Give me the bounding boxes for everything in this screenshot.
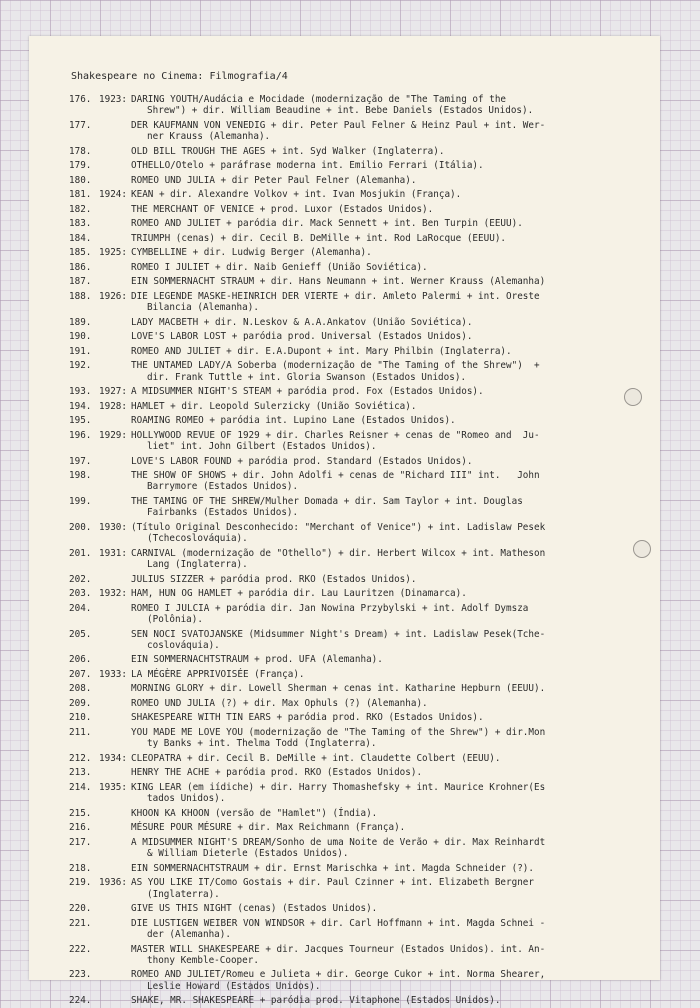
entry-year: 1929: bbox=[99, 429, 127, 441]
entry-number bbox=[69, 533, 99, 544]
entry-text: LADY MACBETH + dir. N.Leskov & A.A.Ankatov (União Soviética). bbox=[131, 316, 473, 328]
entry-text: MORNING GLORY + dir. Lowell Sherman + cenas int. Katharine Hepburn (EEUU). bbox=[131, 683, 546, 695]
entry-text: (Polônia). bbox=[147, 614, 203, 626]
entry-year bbox=[99, 995, 131, 1006]
entry-year bbox=[99, 441, 131, 452]
entry-text: ty Banks + int. Thelma Todd (Inglaterra). bbox=[147, 738, 377, 750]
entry-year: 1932: bbox=[99, 588, 127, 600]
punch-hole-mark bbox=[633, 540, 651, 558]
entry-text: Fairbanks (Estados Unidos). bbox=[147, 507, 299, 519]
entry-number: 211. bbox=[69, 726, 92, 738]
entry-number bbox=[69, 105, 99, 116]
entry-text: JULIUS SIZZER + paródia prod. RKO (Estados Unidos). bbox=[131, 573, 417, 585]
entry-year bbox=[99, 574, 131, 585]
entry-year bbox=[99, 415, 131, 426]
entry-text: THE TAMING OF THE SHREW/Mulher Domada + dir. Sam Taylor + int. Douglas bbox=[131, 495, 523, 507]
entry-year: 1936: bbox=[99, 877, 127, 889]
entry-number: 200. bbox=[69, 521, 92, 533]
entry-year: 1924: bbox=[99, 189, 127, 201]
list-item bbox=[69, 782, 639, 793]
list-item bbox=[69, 430, 639, 441]
entry-text: DIE LUSTIGEN WEIBER VON WINDSOR + dir. Carl Hoffmann + int. Magda Schnei - bbox=[131, 917, 546, 929]
entry-text: ROMEO AND JULIET + dir. E.A.Dupont + int. Mary Philbin (Inglaterra). bbox=[131, 345, 512, 357]
entry-year bbox=[99, 712, 131, 723]
entry-number: 221. bbox=[69, 917, 92, 929]
entry-year bbox=[99, 848, 131, 859]
entry-year bbox=[99, 360, 131, 371]
entry-year bbox=[99, 120, 131, 131]
list-item-continuation bbox=[69, 614, 639, 625]
entry-number bbox=[69, 848, 99, 859]
entry-number: 189. bbox=[69, 316, 92, 328]
list-item-continuation bbox=[69, 848, 639, 859]
entry-number bbox=[69, 889, 99, 900]
list-item bbox=[69, 204, 639, 215]
entry-year bbox=[99, 302, 131, 313]
entry-text: KEAN + dir. Alexandre Volkov + int. Ivan Mosjukin (França). bbox=[131, 189, 462, 201]
entry-number: 217. bbox=[69, 836, 92, 848]
entry-number: 216. bbox=[69, 822, 92, 834]
list-item bbox=[69, 727, 639, 738]
entry-year: 1930: bbox=[99, 521, 127, 533]
list-item bbox=[69, 218, 639, 229]
entry-text: GIVE US THIS NIGHT (cenas) (Estados Unidos). bbox=[131, 903, 378, 915]
entry-number: 179. bbox=[69, 160, 92, 172]
list-item bbox=[69, 233, 639, 244]
entry-year bbox=[99, 533, 131, 544]
list-item bbox=[69, 683, 639, 694]
entry-text: DARING YOUTH/Audácia e Mocidade (modernização de "The Taming of the bbox=[131, 94, 507, 105]
entry-text: ROMEO UND JULIA (?) + dir. Max Ophuls (?) (Alemanha). bbox=[131, 697, 428, 709]
entry-year bbox=[99, 969, 131, 980]
entry-number: 178. bbox=[69, 145, 92, 157]
list-item-continuation bbox=[69, 302, 639, 313]
entry-text: EIN SOMMERNACHTSTRAUM + dir. Ernst Marischka + int. Magda Schneider (?). bbox=[131, 862, 534, 874]
list-item bbox=[69, 522, 639, 533]
entry-number: 187. bbox=[69, 276, 92, 288]
entry-number: 208. bbox=[69, 683, 92, 695]
entry-text: Shrew") + dir. William Beaudine + int. Bebe Daniels (Estados Unidos). bbox=[147, 105, 534, 117]
entry-text: CARNIVAL (modernização de "Othello") + dir. Herbert Wilcox + int. Matheson bbox=[131, 547, 546, 559]
entry-number: 184. bbox=[69, 232, 92, 244]
entry-number bbox=[69, 441, 99, 452]
entry-number: 214. bbox=[69, 781, 92, 793]
entry-text: Lang (Inglaterra). bbox=[147, 559, 248, 571]
entry-text: ROMEO AND JULIET/Romeu e Julieta + dir. George Cukor + int. Norma Shearer, bbox=[131, 969, 546, 981]
list-item-continuation bbox=[69, 981, 639, 992]
entry-year: 1925: bbox=[99, 247, 127, 259]
entry-number bbox=[69, 738, 99, 749]
entry-number bbox=[69, 929, 99, 940]
entry-number: 199. bbox=[69, 495, 92, 507]
entry-number bbox=[69, 372, 99, 383]
entry-text: OLD BILL TROUGH THE AGES + int. Syd Walker (Inglaterra). bbox=[131, 145, 445, 157]
entry-year bbox=[99, 889, 131, 900]
entry-year bbox=[99, 160, 131, 171]
list-item bbox=[69, 588, 639, 599]
entry-year bbox=[99, 929, 131, 940]
entry-number: 181. bbox=[69, 189, 92, 201]
entry-text: ROMEO AND JULIET + paródia dir. Mack Sennett + int. Ben Turpin (EEUU). bbox=[131, 218, 523, 230]
entry-year bbox=[99, 767, 131, 778]
entry-year: 1931: bbox=[99, 547, 127, 559]
entry-text: KING LEAR (em iídiche) + dir. Harry Thomashefsky + int. Maurice Krohner(Es bbox=[131, 781, 546, 793]
entry-year: 1935: bbox=[99, 781, 127, 793]
entry-year bbox=[99, 629, 131, 640]
entry-text: tados Unidos). bbox=[147, 793, 226, 805]
entry-number: 206. bbox=[69, 654, 92, 666]
entry-year bbox=[99, 559, 131, 570]
entry-text: DIE LEGENDE MASKE-HEINRICH DER VIERTE + dir. Amleto Palermi + int. Oreste bbox=[131, 290, 540, 302]
entry-year bbox=[99, 863, 131, 874]
entry-text: thony Kemble-Cooper. bbox=[147, 954, 259, 966]
list-item bbox=[69, 189, 639, 200]
entry-text: HENRY THE ACHE + paródia prod. RKO (Estados Unidos). bbox=[131, 767, 423, 779]
list-item-continuation bbox=[69, 955, 639, 966]
list-item bbox=[69, 995, 639, 1006]
entry-number bbox=[69, 981, 99, 992]
entry-text: ROMEO UND JULIA + dir Peter Paul Felner (Alemanha). bbox=[131, 174, 417, 186]
list-item bbox=[69, 603, 639, 614]
entry-text: KHOON KA KHOON (versão de "Hamlet") (Índia). bbox=[131, 807, 378, 819]
list-item bbox=[69, 386, 639, 397]
entry-number: 180. bbox=[69, 174, 92, 186]
entry-text: CYMBELLINE + dir. Ludwig Berger (Alemanha). bbox=[131, 247, 372, 259]
entry-year bbox=[99, 262, 131, 273]
entry-text: AS YOU LIKE IT/Como Gostais + dir. Paul Czinner + int. Elizabeth Bergner bbox=[131, 877, 534, 889]
entry-year bbox=[99, 944, 131, 955]
entry-number: 210. bbox=[69, 712, 92, 724]
entry-number: 197. bbox=[69, 455, 92, 467]
entry-year bbox=[99, 317, 131, 328]
entry-number: 194. bbox=[69, 400, 92, 412]
list-item bbox=[69, 415, 639, 426]
entry-text: Bilancia (Alemanha). bbox=[147, 302, 259, 314]
entry-number: 209. bbox=[69, 697, 92, 709]
entry-number: 224. bbox=[69, 995, 92, 1007]
entry-text: A MIDSUMMER NIGHT'S DREAM/Sonho de uma Noite de Verão + dir. Max Reinhardt bbox=[131, 836, 546, 848]
list-item bbox=[69, 346, 639, 357]
entry-text: MASTER WILL SHAKESPEARE + dir. Jacques Tourneur (Estados Unidos). int. An- bbox=[131, 943, 546, 955]
entry-year bbox=[99, 822, 131, 833]
list-item bbox=[69, 574, 639, 585]
list-item-continuation bbox=[69, 559, 639, 570]
entry-text: A MIDSUMMER NIGHT'S STEAM + paródia prod. Fox (Estados Unidos). bbox=[131, 386, 484, 398]
entry-year bbox=[99, 640, 131, 651]
entry-text: THE SHOW OF SHOWS + dir. John Adolfi + cenas de "Richard III" int. John bbox=[131, 470, 540, 482]
list-item bbox=[69, 331, 639, 342]
list-item-continuation bbox=[69, 889, 639, 900]
entry-text: EIN SOMMERNACHT STRAUM + dir. Hans Neumann + int. Werner Krauss (Alemanha) bbox=[131, 276, 546, 288]
entry-number bbox=[69, 559, 99, 570]
list-item bbox=[69, 247, 639, 258]
entry-number: 192. bbox=[69, 360, 92, 372]
entry-year bbox=[99, 808, 131, 819]
entry-number: 218. bbox=[69, 862, 92, 874]
list-item-continuation bbox=[69, 738, 639, 749]
entry-year bbox=[99, 683, 131, 694]
typewritten-sheet bbox=[29, 36, 660, 1007]
entry-text: der (Alemanha). bbox=[147, 929, 231, 940]
entry-number: 203. bbox=[69, 588, 92, 600]
entry-text: YOU MADE ME LOVE YOU (modernização de "The Taming of the Shrew") + dir.Mon bbox=[131, 726, 546, 738]
entry-number: 186. bbox=[69, 261, 92, 273]
entry-number: 177. bbox=[69, 119, 92, 131]
list-item bbox=[69, 94, 639, 105]
list-item bbox=[69, 456, 639, 467]
list-item bbox=[69, 669, 639, 680]
list-item bbox=[69, 877, 639, 888]
list-item-continuation bbox=[69, 793, 639, 804]
entry-text: MÉSURE POUR MÉSURE + dir. Max Reichmann (França). bbox=[131, 822, 406, 834]
entry-year bbox=[99, 470, 131, 481]
list-item bbox=[69, 317, 639, 328]
entry-number: 207. bbox=[69, 668, 92, 680]
entry-number bbox=[69, 640, 99, 651]
entry-text: SHAKE, MR. SHAKESPEARE + paródia prod. Vitaphone (Estados Unidos). bbox=[131, 995, 501, 1007]
entry-text: CLEOPATRA + dir. Cecil B. DeMille + int. Claudette Colbert (EEUU). bbox=[131, 752, 501, 764]
entry-year bbox=[99, 793, 131, 804]
list-item-continuation bbox=[69, 481, 639, 492]
entry-text: ner Krauss (Alemanha). bbox=[147, 131, 271, 143]
entry-text: TRIUMPH (cenas) + dir. Cecil B. DeMille + int. Rod LaRocque (EEUU). bbox=[131, 232, 507, 244]
entry-number: 204. bbox=[69, 602, 92, 614]
entry-text: Leslie Howard (Estados Unidos). bbox=[147, 980, 321, 992]
list-item bbox=[69, 918, 639, 929]
page-title: Shakespeare no Cinema: Filmografia/4 bbox=[71, 71, 288, 82]
entry-number bbox=[69, 131, 99, 142]
entry-year bbox=[99, 698, 131, 709]
entry-number: 198. bbox=[69, 470, 92, 482]
list-item bbox=[69, 654, 639, 665]
entry-number: 185. bbox=[69, 247, 92, 259]
list-item bbox=[69, 629, 639, 640]
entry-year bbox=[99, 903, 131, 914]
entry-text: (Tchecoslováquia). bbox=[147, 533, 248, 545]
entry-number bbox=[69, 507, 99, 518]
entry-year bbox=[99, 837, 131, 848]
entry-year: 1933: bbox=[99, 668, 127, 680]
entry-year bbox=[99, 204, 131, 215]
entry-year bbox=[99, 218, 131, 229]
list-item bbox=[69, 401, 639, 412]
entry-number: 222. bbox=[69, 943, 92, 955]
entry-year bbox=[99, 603, 131, 614]
list-item bbox=[69, 175, 639, 186]
entry-number bbox=[69, 302, 99, 313]
entry-number bbox=[69, 793, 99, 804]
entry-number: 193. bbox=[69, 386, 92, 398]
entry-number: 213. bbox=[69, 767, 92, 779]
entry-number: 190. bbox=[69, 331, 92, 343]
entry-year bbox=[99, 955, 131, 966]
list-item-continuation bbox=[69, 640, 639, 651]
list-item-continuation bbox=[69, 441, 639, 452]
list-item bbox=[69, 944, 639, 955]
entry-year bbox=[99, 146, 131, 157]
entry-year bbox=[99, 981, 131, 992]
list-item-continuation bbox=[69, 131, 639, 142]
list-item bbox=[69, 969, 639, 980]
entry-number: 223. bbox=[69, 969, 92, 981]
entry-number: 205. bbox=[69, 628, 92, 640]
punch-hole-mark bbox=[624, 388, 642, 406]
entry-year bbox=[99, 918, 131, 929]
entry-text: coslováquia). bbox=[147, 639, 220, 651]
entry-number: 212. bbox=[69, 752, 92, 764]
list-item bbox=[69, 903, 639, 914]
entry-year bbox=[99, 481, 131, 492]
list-item-continuation bbox=[69, 372, 639, 383]
list-item-continuation bbox=[69, 105, 639, 116]
entry-number: 176. bbox=[69, 94, 92, 105]
list-item-continuation bbox=[69, 533, 639, 544]
entry-text: EIN SOMMERNACHTSTRAUM + prod. UFA (Alemanha). bbox=[131, 654, 383, 666]
list-item bbox=[69, 496, 639, 507]
list-item bbox=[69, 863, 639, 874]
list-item-continuation bbox=[69, 929, 639, 940]
list-item bbox=[69, 753, 639, 764]
entry-number bbox=[69, 481, 99, 492]
list-item bbox=[69, 120, 639, 131]
entry-year bbox=[99, 372, 131, 383]
entry-text: SHAKESPEARE WITH TIN EARS + paródia prod. RKO (Estados Unidos). bbox=[131, 712, 484, 724]
filmography-list bbox=[69, 94, 639, 1007]
list-item bbox=[69, 276, 639, 287]
list-item bbox=[69, 712, 639, 723]
entry-year bbox=[99, 233, 131, 244]
entry-number: 191. bbox=[69, 345, 92, 357]
entry-number: 183. bbox=[69, 218, 92, 230]
entry-number: 202. bbox=[69, 573, 92, 585]
entry-text: LOVE'S LABOR FOUND + paródia prod. Standard (Estados Unidos). bbox=[131, 455, 473, 467]
entry-year bbox=[99, 105, 131, 116]
list-item bbox=[69, 360, 639, 371]
entry-year bbox=[99, 331, 131, 342]
entry-number: 195. bbox=[69, 415, 92, 427]
entry-text: (Título Original Desconhecido: "Merchant of Venice") + int. Ladislaw Pesek bbox=[131, 521, 546, 533]
entry-year: 1934: bbox=[99, 752, 127, 764]
entry-number: 182. bbox=[69, 203, 92, 215]
entry-year bbox=[99, 727, 131, 738]
entry-year bbox=[99, 346, 131, 357]
list-item bbox=[69, 822, 639, 833]
entry-text: THE UNTAMED LADY/A Soberba (modernização de "The Taming of the Shrew") + bbox=[131, 360, 540, 372]
entry-text: dir. Frank Tuttle + int. Gloria Swanson (Estados Unidos). bbox=[147, 371, 467, 383]
entry-year: 1927: bbox=[99, 386, 127, 398]
list-item bbox=[69, 262, 639, 273]
list-item bbox=[69, 160, 639, 171]
list-item-continuation bbox=[69, 507, 639, 518]
entry-number: 201. bbox=[69, 547, 92, 559]
entry-text: LOVE'S LABOR LOST + paródia prod. Universal (Estados Unidos). bbox=[131, 331, 473, 343]
list-item bbox=[69, 291, 639, 302]
list-item bbox=[69, 808, 639, 819]
entry-year bbox=[99, 496, 131, 507]
list-item bbox=[69, 767, 639, 778]
entry-year bbox=[99, 507, 131, 518]
entry-text: ROMEO I JULCIA + paródia dir. Jan Nowina Przybylski + int. Adolf Dymsza bbox=[131, 602, 529, 614]
entry-number: 220. bbox=[69, 903, 92, 915]
entry-number: 219. bbox=[69, 877, 92, 889]
entry-text: SEN NOCI SVATOJANSKE (Midsummer Night's Dream) + int. Ladislaw Pesek(Tche- bbox=[131, 628, 546, 640]
entry-text: HAMLET + dir. Leopold Sulerzicky (União Soviética). bbox=[131, 400, 417, 412]
entry-year bbox=[99, 738, 131, 749]
entry-text: HAM, HUN OG HAMLET + paródia dir. Lau Lauritzen (Dinamarca). bbox=[131, 588, 467, 600]
list-item bbox=[69, 837, 639, 848]
entry-text: ROAMING ROMEO + paródia int. Lupino Lane (Estados Unidos). bbox=[131, 415, 456, 427]
entry-year: 1923: bbox=[99, 94, 127, 105]
entry-text: THE MERCHANT OF VENICE + prod. Luxor (Estados Unidos). bbox=[131, 203, 434, 215]
entry-number: 196. bbox=[69, 429, 92, 441]
entry-text: & William Dieterle (Estados Unidos). bbox=[147, 848, 349, 860]
entry-year bbox=[99, 276, 131, 287]
entry-year bbox=[99, 131, 131, 142]
entry-number: 188. bbox=[69, 290, 92, 302]
entry-text: OTHELLO/Otelo + paráfrase moderna int. Emilio Ferrari (Itália). bbox=[131, 160, 484, 172]
entry-year bbox=[99, 654, 131, 665]
entry-text: Barrymore (Estados Unidos). bbox=[147, 481, 299, 493]
entry-number bbox=[69, 614, 99, 625]
entry-text: liet" int. John Gilbert (Estados Unidos). bbox=[147, 441, 377, 453]
list-item bbox=[69, 146, 639, 157]
list-item bbox=[69, 470, 639, 481]
entry-year: 1928: bbox=[99, 400, 127, 412]
list-item bbox=[69, 698, 639, 709]
entry-year bbox=[99, 175, 131, 186]
list-item bbox=[69, 548, 639, 559]
entry-year bbox=[99, 614, 131, 625]
entry-text: (Inglaterra). bbox=[147, 888, 220, 900]
entry-text: ROMEO I JULIET + dir. Naib Genieff (União Soviética). bbox=[131, 261, 428, 273]
entry-number bbox=[69, 955, 99, 966]
entry-year: 1926: bbox=[99, 290, 127, 302]
entry-year bbox=[99, 456, 131, 467]
entry-text: LA MÉGÈRE APPRIVOISÉE (França). bbox=[131, 668, 305, 680]
entry-text: HOLLYWOOD REVUE OF 1929 + dir. Charles Reisner + cenas de "Romeo and Ju- bbox=[131, 429, 540, 441]
entry-text: DER KAUFMANN VON VENEDIG + dir. Peter Paul Felner & Heinz Paul + int. Wer- bbox=[131, 119, 546, 131]
entry-number: 215. bbox=[69, 807, 92, 819]
